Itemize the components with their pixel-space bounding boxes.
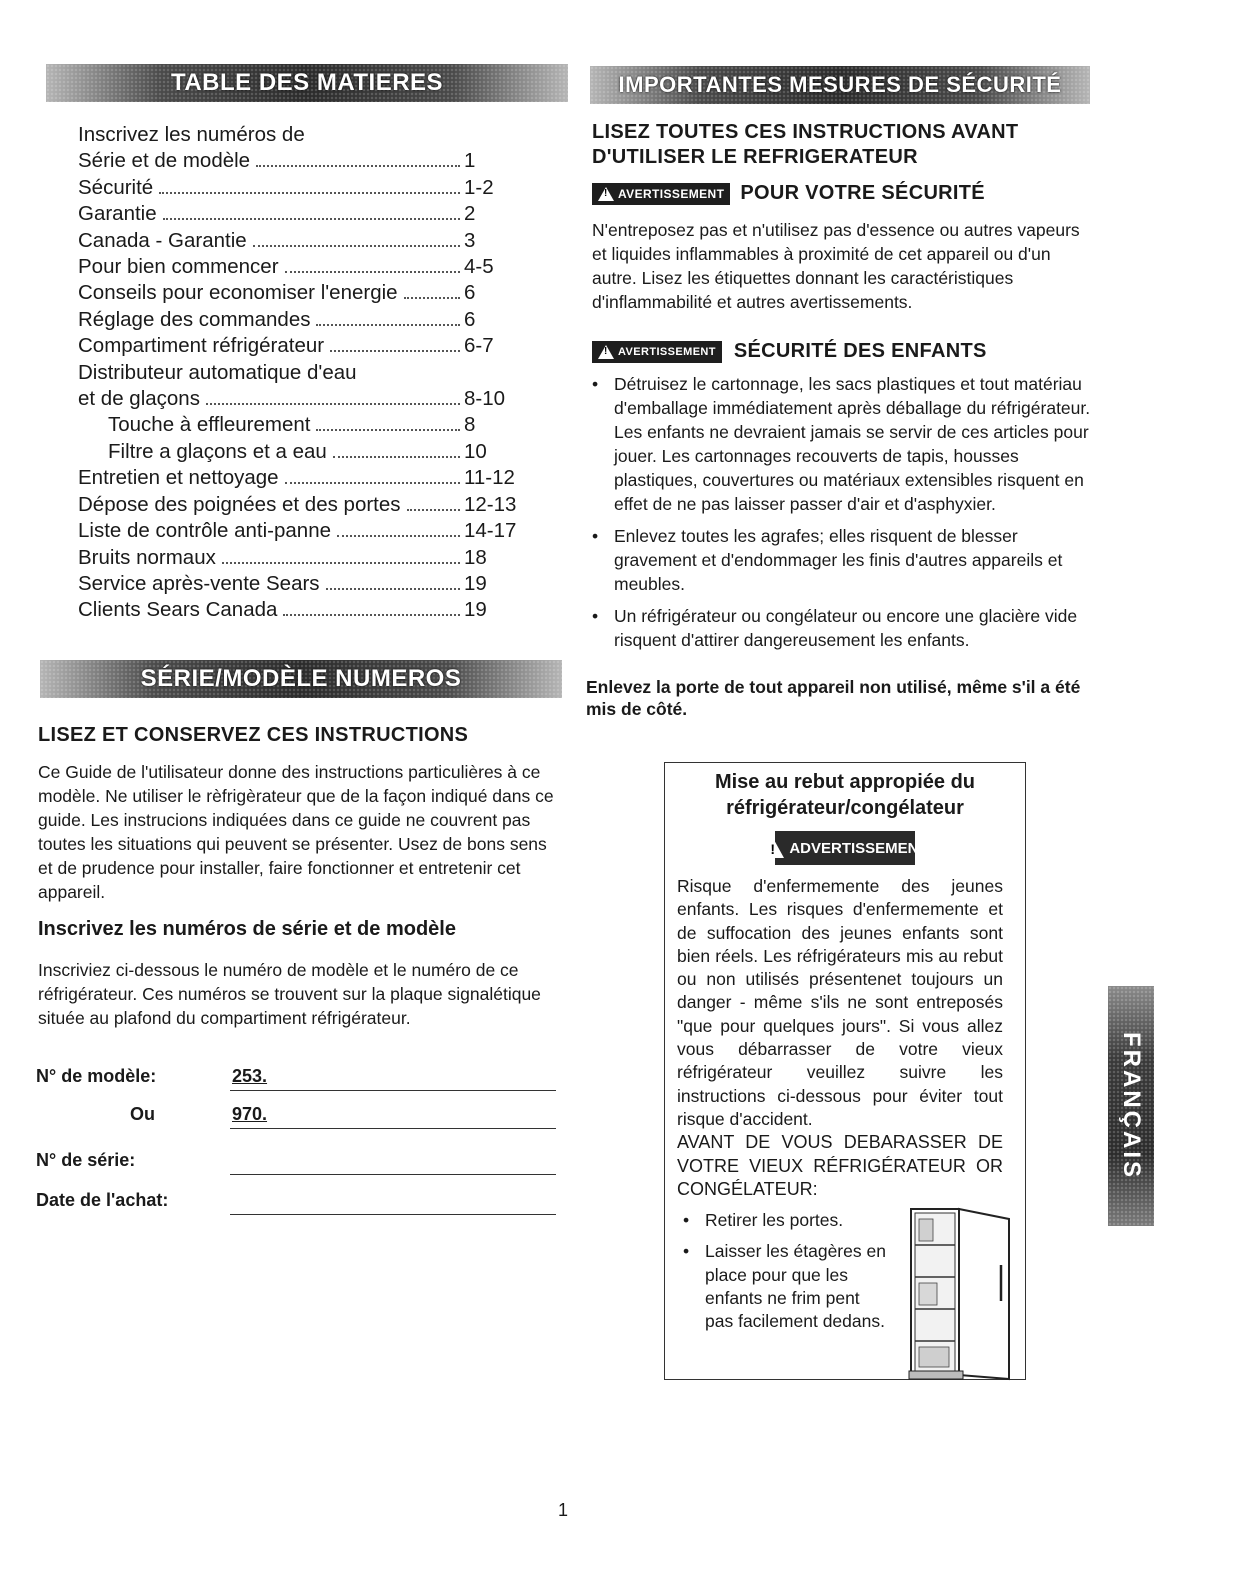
- toc-entry-page: 8-10: [464, 387, 506, 411]
- toc-entry: [78, 307, 518, 333]
- toc-entry: [78, 175, 518, 201]
- disposal-text: Risque d'enfermemente des jeunes enfants. Les risques d'enfermemente et de suffocation des jeunes enfants sont bien réels. Les réfrigérateurs mis au rebut ou non utilisés présentenet toujours un danger - même s'ils ne sont entreposés "que pour quelques jours". Si vous allez vous débarrasser de votre vieux réfrigérateur veuillez suivre les instructions ci-dessous pour éviter tout risque d'accident.: [677, 876, 1003, 1129]
- advertissement-label: ADVERTISSEMENT: [789, 839, 928, 857]
- toc-entry-page: 4-5: [464, 255, 494, 279]
- model-line: [230, 1090, 556, 1091]
- toc-entry-page: 2: [464, 202, 476, 226]
- warning-badge-label: AVERTISSEMENT: [618, 186, 725, 201]
- warning-badge-label-2: AVERTISSEMENT: [618, 345, 716, 358]
- toc-entry-label: Dépose des poignées et des portes: [78, 492, 401, 516]
- toc-dot-leader: [337, 535, 460, 537]
- table-of-contents: [78, 122, 518, 624]
- toc-entry-label: Clients Sears Canada: [78, 598, 278, 622]
- toc-dot-leader: [285, 271, 460, 273]
- safety-heading: IMPORTANTES MESURES DE SÉCURITÉ: [618, 72, 1062, 97]
- toc-entry: [78, 571, 518, 597]
- refrigerator-illustration: [905, 1205, 1017, 1381]
- toc-entry-page: 19: [464, 571, 487, 595]
- toc-list: [78, 148, 518, 623]
- toc-entry-page: 14-17: [464, 519, 517, 543]
- warning-triangle-icon: [598, 187, 614, 201]
- toc-banner: [46, 64, 568, 102]
- toc-entry-page: 10: [464, 439, 487, 463]
- toc-dot-leader: [253, 245, 460, 247]
- toc-dot-leader: [316, 324, 460, 326]
- toc-entry-label: Sécurité: [78, 175, 154, 199]
- children-bullets: [588, 372, 1092, 660]
- warning-triangle-icon-2: [598, 345, 614, 359]
- children-header: [592, 340, 1092, 363]
- serial-subheading: LISEZ ET CONSERVEZ CES INSTRUCTIONS: [38, 724, 469, 746]
- or-label: Ou: [130, 1104, 155, 1124]
- toc-dot-leader: [283, 614, 460, 616]
- model-label: N° de modèle:: [36, 1066, 157, 1086]
- children-title: SÉCURITÉ DES ENFANTS: [733, 340, 987, 362]
- disposal-bullets: [679, 1209, 891, 1341]
- children-bullet-item: • Un réfrigérateur ou congélateur ou encore une glacière vide risquent d'attirer dangereusement les enfants.: [588, 604, 1092, 652]
- toc-entry: [78, 412, 518, 438]
- toc-entry-label: Bruits normaux: [78, 545, 216, 569]
- toc-entry-label: Réglage des commandes: [78, 307, 311, 331]
- date-field: [36, 1190, 556, 1220]
- disposal-bullet-item: • Retirer les portes.: [679, 1209, 891, 1232]
- model-value[interactable]: 253.: [232, 1066, 268, 1086]
- serial-label: N° de série:: [36, 1150, 136, 1170]
- toc-entry: [78, 439, 518, 465]
- toc-entry-label: Série et de modèle: [78, 149, 251, 173]
- or-field: [36, 1104, 556, 1134]
- toc-entry-page: 6: [464, 307, 476, 331]
- toc-entry-page: 12-13: [464, 492, 517, 516]
- warning-triangle-icon-3: [762, 838, 784, 858]
- toc-dot-leader: [330, 350, 460, 352]
- model-field: [36, 1066, 556, 1096]
- language-label: FRANÇAIS: [1118, 1032, 1145, 1180]
- toc-entry-label: Canada - Garantie: [78, 228, 247, 252]
- toc-entry-page: 6: [464, 281, 476, 305]
- toc-dot-leader: [206, 403, 460, 405]
- toc-entry: [78, 280, 518, 306]
- toc-entry-page: 11-12: [464, 466, 515, 490]
- disposal-bullet-item: • Laisser les étagères en place pour que les enfants ne frim pent pas facilement dedans.: [679, 1240, 891, 1333]
- disposal-bottom: [665, 1201, 1025, 1401]
- or-line: [230, 1128, 556, 1129]
- or-value[interactable]: 970.: [232, 1104, 268, 1124]
- toc-entry: [78, 597, 518, 623]
- toc-intro: Inscrivez les numéros de: [78, 123, 305, 146]
- toc-dot-leader: [222, 562, 460, 564]
- toc-entry-page: 1: [464, 149, 476, 173]
- toc-dot-leader: [407, 509, 460, 511]
- warning-badge-2: [592, 341, 722, 363]
- toc-entry: [78, 545, 518, 571]
- toc-entry: [78, 228, 518, 254]
- toc-dot-leader: [159, 192, 460, 194]
- your-safety-text: N'entreposez pas et n'utilisez pas d'essence ou autres vapeurs et liquides inflammables à proximité de cet appareil ou d'un autre. Lisez les étiquettes donnant les caractéristiques d'inflammabilité et autres avertissements.: [592, 220, 1080, 312]
- toc-entry-label: Service après-vente Sears: [78, 571, 320, 595]
- serial-heading: SÉRIE/MODÈLE NUMEROS: [140, 665, 462, 692]
- serial-line[interactable]: [230, 1174, 556, 1175]
- toc-entry-label: Filtre a glaçons et a eau: [108, 439, 327, 463]
- toc-entry-page: 1-2: [464, 175, 494, 199]
- warning-badge: [592, 183, 730, 205]
- toc-entry: [78, 333, 518, 359]
- toc-entry-page: 3: [464, 228, 476, 252]
- toc-entry-page: 8: [464, 413, 476, 437]
- page-number: 1: [558, 1500, 569, 1520]
- serial-banner: [40, 660, 562, 698]
- children-bullet-item: • Détruisez le cartonnage, les sacs plastiques et tout matériau d'emballage immédiatement après déballage du réfrigérateur. Les enfants ne devraient jamais se servir de ces articles pour jouer. Les cartonnages recouverts de tapis, housses plastiques, couvertures ou matériaux extensibles risquent en effet de ne pas laisser passer d'air et d'asphyxier.: [588, 372, 1092, 516]
- toc-entry: [78, 386, 518, 412]
- date-label: Date de l'achat:: [36, 1190, 169, 1210]
- record-text: Inscriviez ci-dessous le numéro de modèle et le numéro de ce réfrigérateur. Ces numéros se trouvent sur la plaque signalétique située au plafond du compartiment réfrigérateur.: [38, 960, 541, 1028]
- toc-entry-label: Conseils pour economiser l'energie: [78, 281, 398, 305]
- toc-entry-label: Touche à effleurement: [108, 413, 311, 437]
- advertissement-badge: [775, 831, 928, 865]
- toc-dot-leader: [316, 429, 460, 431]
- toc-entry: [78, 492, 518, 518]
- disposal-title: Mise au rebut appropiée du réfrigérateur/congélateur: [714, 771, 976, 819]
- disposal-caps: AVANT DE VOUS DEBARASSER DE VOTRE VIEUX RÉFRIGÉRATEUR OR CONGÉLATEUR:: [677, 1132, 1003, 1199]
- toc-entry: [78, 360, 518, 386]
- children-closing: Enlevez la porte de tout appareil non utilisé, même s'il a été mis de côté.: [586, 677, 1081, 719]
- toc-heading: TABLE DES MATIERES: [170, 69, 444, 96]
- toc-entry-label: Distributeur automatique d'eau: [78, 360, 357, 384]
- toc-entry: [78, 465, 518, 491]
- toc-entry-page: 6-7: [464, 334, 494, 358]
- toc-dot-leader: [333, 456, 460, 458]
- toc-entry: [78, 148, 518, 174]
- toc-entry-label: Pour bien commencer: [78, 255, 279, 279]
- date-line[interactable]: [230, 1214, 556, 1215]
- serial-intro: Ce Guide de l'utilisateur donne des instructions particulières à ce modèle. Ne utiliser le rèfrigèrateur que de la façon indiqué dans ce guide. Les instrucions indiquées dans ce guide ne couvrent pas toutes les situations qui peuvent se présenter. Usez de bons sens et de prudence pour installer, faire fonctionner et entretenir cet appareil.: [38, 762, 554, 902]
- toc-entry-page: 19: [464, 598, 487, 622]
- toc-dot-leader: [285, 482, 460, 484]
- toc-entry-page: 18: [464, 545, 487, 569]
- read-all-heading: LISEZ TOUTES CES INSTRUCTIONS AVANT D'UTILISER LE REFRIGERATEUR: [592, 121, 1019, 168]
- record-heading: Inscrivez les numéros de série et de modèle: [38, 918, 456, 940]
- toc-entry-label: Compartiment réfrigérateur: [78, 334, 325, 358]
- safety-banner: [590, 66, 1090, 104]
- toc-dot-leader: [256, 165, 460, 167]
- serial-field: [36, 1150, 556, 1180]
- toc-entry: [78, 518, 518, 544]
- toc-dot-leader: [404, 297, 460, 299]
- children-bullet-item: • Enlevez toutes les agrafes; elles risquent de blesser gravement et d'endommager les finis d'autres appareils et meubles.: [588, 524, 1092, 596]
- disposal-box: [664, 762, 1026, 1380]
- toc-dot-leader: [163, 218, 460, 220]
- toc-entry: [78, 254, 518, 280]
- toc-entry-label: et de glaçons: [78, 387, 200, 411]
- toc-entry-label: Entretien et nettoyage: [78, 466, 279, 490]
- your-safety-header: [592, 182, 1092, 205]
- toc-entry: [78, 201, 518, 227]
- toc-entry-label: Liste de contrôle anti-panne: [78, 519, 332, 543]
- language-side-tab: [1108, 986, 1154, 1226]
- your-safety-title: POUR VOTRE SÉCURITÉ: [740, 182, 985, 204]
- toc-entry-label: Garantie: [78, 202, 157, 226]
- toc-dot-leader: [326, 588, 460, 590]
